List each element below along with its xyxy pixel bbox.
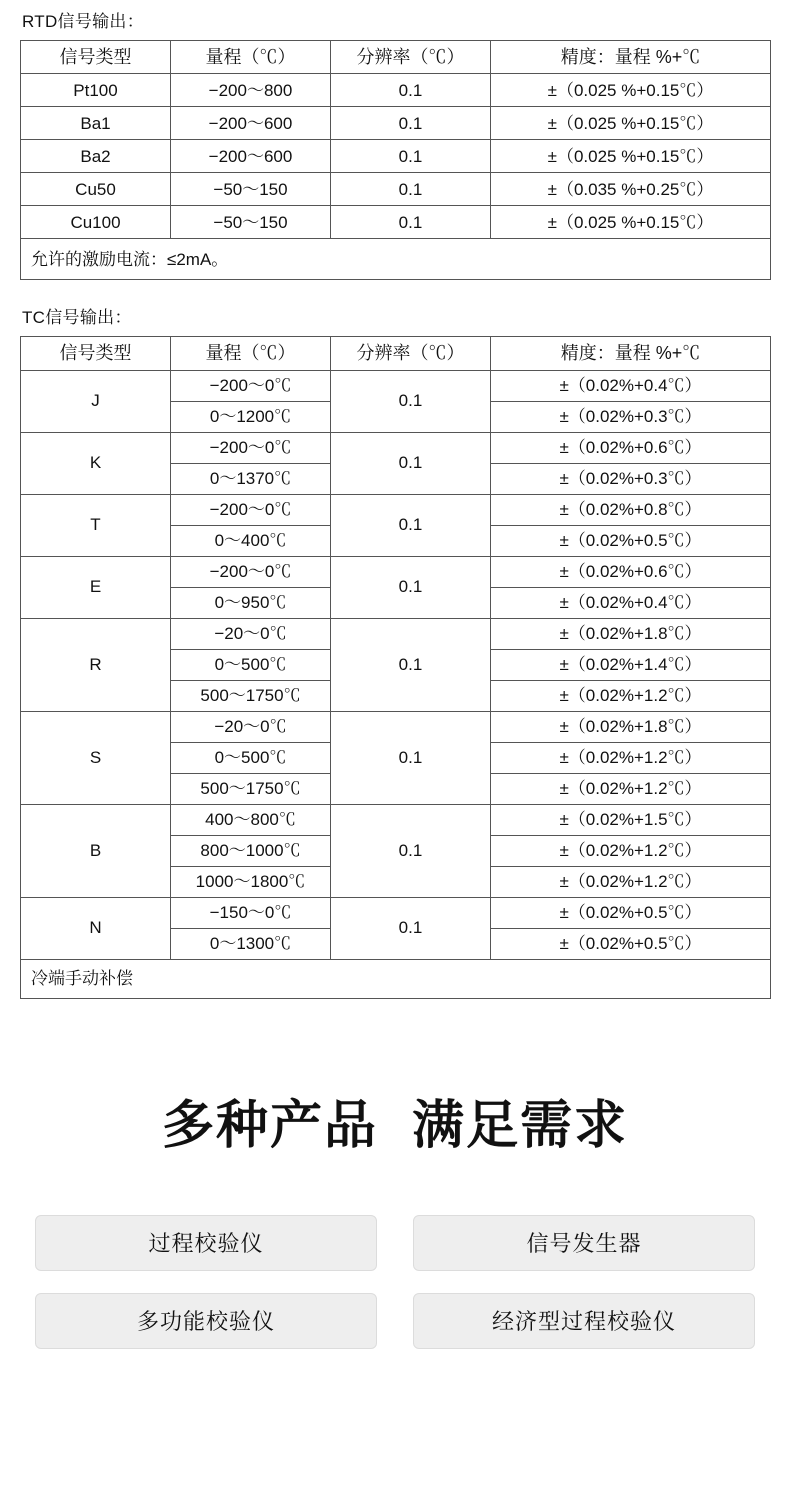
cell-accuracy: ±（0.02%+0.6℃） — [491, 556, 771, 587]
cell-range: 0～1370℃ — [171, 463, 331, 494]
promo-button-signal-generator[interactable] — [413, 1215, 755, 1271]
table-note-row — [21, 239, 771, 280]
cell-range: 0～500℃ — [171, 649, 331, 680]
table-row — [21, 370, 771, 401]
cell-range: −20～0℃ — [171, 711, 331, 742]
cell-signal-type: S — [21, 711, 171, 804]
promo-button-multifunction-calibrator[interactable] — [35, 1293, 377, 1349]
cell-signal-type: Ba2 — [21, 140, 171, 173]
cell-signal-type: Ba1 — [21, 107, 171, 140]
column-header-resolution: 分辨率（℃） — [331, 337, 491, 371]
cell-signal-type: J — [21, 370, 171, 432]
table-row — [21, 140, 771, 173]
cell-accuracy: ±（0.025 %+0.15℃） — [491, 140, 771, 173]
cell-accuracy: ±（0.02%+1.8℃） — [491, 618, 771, 649]
cell-accuracy: ±（0.02%+1.4℃） — [491, 649, 771, 680]
cell-signal-type: N — [21, 897, 171, 959]
cell-signal-type: Cu50 — [21, 173, 171, 206]
table-row — [21, 556, 771, 587]
cell-range: 0～1200℃ — [171, 401, 331, 432]
cell-accuracy: ±（0.02%+0.5℃） — [491, 525, 771, 556]
table-row — [21, 74, 771, 107]
tc-spec-table — [20, 336, 771, 999]
cell-range: 400～800℃ — [171, 804, 331, 835]
rtd-section-caption: RTD信号输出： — [22, 12, 145, 31]
cell-range: −200～600 — [171, 140, 331, 173]
cell-accuracy: ±（0.025 %+0.15℃） — [491, 107, 771, 140]
table-row — [21, 897, 771, 928]
cell-resolution: 0.1 — [331, 140, 491, 173]
column-header-resolution: 分辨率（℃） — [331, 40, 491, 74]
cell-signal-type: E — [21, 556, 171, 618]
cell-accuracy: ±（0.02%+1.2℃） — [491, 773, 771, 804]
table-row — [21, 107, 771, 140]
cell-range: 0～1300℃ — [171, 928, 331, 959]
cell-accuracy: ±（0.02%+1.2℃） — [491, 680, 771, 711]
cell-resolution: 0.1 — [331, 432, 491, 494]
cell-range: −150～0℃ — [171, 897, 331, 928]
cell-range: −200～0℃ — [171, 432, 331, 463]
cell-accuracy: ±（0.02%+1.8℃） — [491, 711, 771, 742]
cell-resolution: 0.1 — [331, 370, 491, 432]
promo-title-right: 满足需求 — [412, 1096, 629, 1155]
cell-accuracy: ±（0.02%+0.4℃） — [491, 370, 771, 401]
cell-accuracy: ±（0.035 %+0.25℃） — [491, 173, 771, 206]
column-header-signal-type: 信号类型 — [21, 337, 171, 371]
cell-signal-type: T — [21, 494, 171, 556]
cell-signal-type: B — [21, 804, 171, 897]
table-row — [21, 173, 771, 206]
table-header-row — [21, 337, 771, 371]
cell-accuracy: ±（0.02%+0.5℃） — [491, 928, 771, 959]
cell-resolution: 0.1 — [331, 206, 491, 239]
column-header-range: 量程（℃） — [171, 40, 331, 74]
table-header-row — [21, 40, 771, 74]
cell-range: −200～600 — [171, 107, 331, 140]
promo-button-label: 信号发生器 — [526, 1231, 642, 1257]
cell-range: 0～500℃ — [171, 742, 331, 773]
table-row — [21, 432, 771, 463]
cell-resolution: 0.1 — [331, 711, 491, 804]
column-header-range: 量程（℃） — [171, 337, 331, 371]
promo-button-economic-process-calibrator[interactable] — [413, 1293, 755, 1349]
cell-range: −20～0℃ — [171, 618, 331, 649]
column-header-accuracy: 精度：量程 %+℃ — [491, 40, 771, 74]
cell-range: −200～800 — [171, 74, 331, 107]
cell-range: −200～0℃ — [171, 556, 331, 587]
cell-accuracy: ±（0.02%+1.2℃） — [491, 742, 771, 773]
table-row — [21, 618, 771, 649]
cell-range: −200～0℃ — [171, 370, 331, 401]
rtd-spec-table — [20, 40, 771, 281]
cell-range: 500～1750℃ — [171, 680, 331, 711]
promo-title — [20, 1095, 770, 1157]
cell-signal-type: Pt100 — [21, 74, 171, 107]
table-row — [21, 711, 771, 742]
cell-resolution: 0.1 — [331, 173, 491, 206]
promo-button-grid — [35, 1215, 755, 1349]
promo-button-label: 过程校验仪 — [148, 1231, 264, 1257]
promo-button-label: 经济型过程校验仪 — [491, 1309, 676, 1335]
promo-button-label: 多功能校验仪 — [136, 1309, 275, 1335]
table-row — [21, 804, 771, 835]
cell-range: 0～950℃ — [171, 587, 331, 618]
cell-accuracy: ±（0.02%+0.4℃） — [491, 587, 771, 618]
cell-accuracy: ±（0.02%+1.2℃） — [491, 835, 771, 866]
section-spacer — [20, 280, 770, 302]
promo-section — [20, 1095, 770, 1349]
cell-resolution: 0.1 — [331, 804, 491, 897]
cell-range: −50～150 — [171, 206, 331, 239]
cell-accuracy: ±（0.02%+0.6℃） — [491, 432, 771, 463]
cell-range: 1000～1800℃ — [171, 866, 331, 897]
cell-range: 800～1000℃ — [171, 835, 331, 866]
cell-resolution: 0.1 — [331, 897, 491, 959]
cell-accuracy: ±（0.02%+0.3℃） — [491, 401, 771, 432]
promo-title-left: 多种产品 — [161, 1096, 378, 1155]
rtd-note: 允许的激励电流：≤2mA。 — [21, 239, 771, 280]
cell-resolution: 0.1 — [331, 618, 491, 711]
cell-resolution: 0.1 — [331, 107, 491, 140]
promo-button-process-calibrator[interactable] — [35, 1215, 377, 1271]
cell-signal-type: Cu100 — [21, 206, 171, 239]
cell-resolution: 0.1 — [331, 74, 491, 107]
cell-range: 500～1750℃ — [171, 773, 331, 804]
cell-resolution: 0.1 — [331, 494, 491, 556]
cell-resolution: 0.1 — [331, 556, 491, 618]
cell-range: −50～150 — [171, 173, 331, 206]
column-header-accuracy: 精度：量程 %+℃ — [491, 337, 771, 371]
cell-accuracy: ±（0.02%+1.2℃） — [491, 866, 771, 897]
tc-note: 冷端手动补偿 — [21, 959, 771, 998]
cell-accuracy: ±（0.02%+1.5℃） — [491, 804, 771, 835]
cell-accuracy: ±（0.025 %+0.15℃） — [491, 206, 771, 239]
cell-signal-type: R — [21, 618, 171, 711]
cell-range: 0～400℃ — [171, 525, 331, 556]
cell-signal-type: K — [21, 432, 171, 494]
cell-accuracy: ±（0.025 %+0.15℃） — [491, 74, 771, 107]
tc-section-caption: TC信号输出： — [22, 308, 132, 328]
cell-range: −200～0℃ — [171, 494, 331, 525]
cell-accuracy: ±（0.02%+0.5℃） — [491, 897, 771, 928]
cell-accuracy: ±（0.02%+0.3℃） — [491, 463, 771, 494]
table-row — [21, 494, 771, 525]
cell-accuracy: ±（0.02%+0.8℃） — [491, 494, 771, 525]
table-note-row — [21, 959, 771, 998]
table-row — [21, 206, 771, 239]
column-header-signal-type: 信号类型 — [21, 40, 171, 74]
